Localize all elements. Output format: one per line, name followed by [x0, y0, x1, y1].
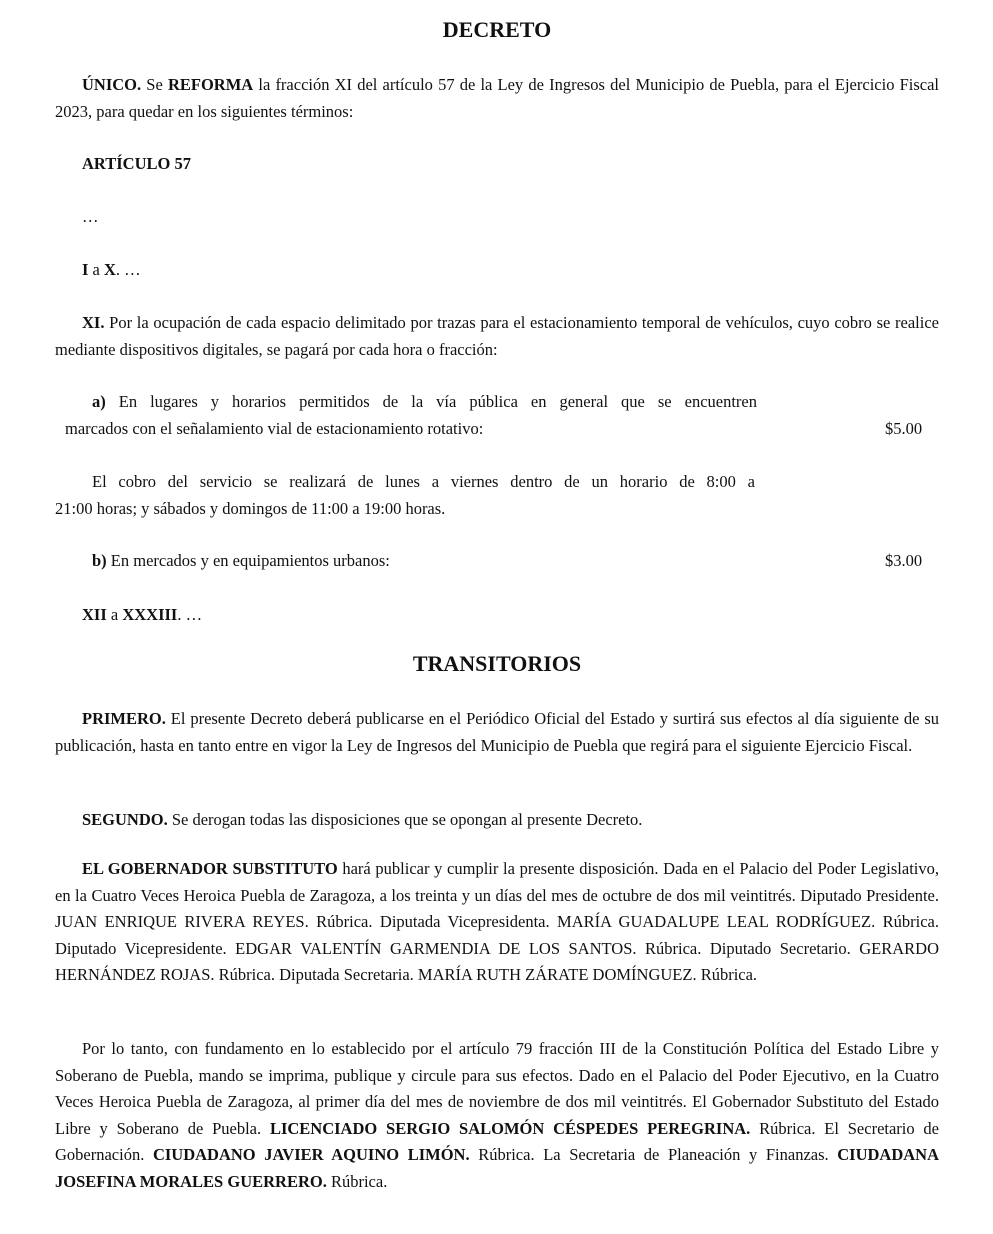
primero-text: El presente Decreto deberá publicarse en el Periódico Oficial del Estado y surtirá sus efectos al día siguiente de su publicación, hasta en tanto entre en vigor la Ley de Ingresos del Municipio de Puebla que regirá para el siguiente Ejercicio Fiscal.: [55, 709, 939, 755]
fracciones-i-x: [55, 257, 939, 284]
cobro-line-2: 21:00 horas; y sábados y domingos de 11:00 a 19:00 horas.: [55, 498, 446, 518]
fraccion-xi-paragraph: [55, 310, 939, 363]
fraccion-i: I: [82, 260, 89, 279]
fraccion-xii-a: a: [106, 605, 123, 624]
fraccion-a: a: [88, 260, 104, 279]
inciso-b-amount: $3.00: [885, 551, 923, 570]
inciso-a-text-1: En lugares y horarios permitidos de la vía pública en general que se encuentren: [105, 392, 757, 411]
fraccion-xii-rest: . …: [177, 605, 203, 624]
secretaria-finanzas-name: CIUDADANA JOSEFINA MORALES GUERRERO.: [55, 1145, 940, 1191]
inciso-b-text: En mercados y en equipamientos urbanos:: [106, 551, 390, 570]
articulo-heading: [55, 151, 939, 178]
fraccion-x: X: [104, 260, 116, 279]
gobernador-text: hará publicar y cumplir la presente disposición. Dada en el Palacio del Poder Legislativo, en la Cuatro Veces Heroica Puebla de Zaragoza, a los treinta y un días del mes de octubre de dos mil veintitrés. Diputado Presidente. JUAN ENRIQUE RIVERA REYES. Rúbrica. Diputada Vicepresidenta. MARÍA GUADALUPE LEAL RODRÍGUEZ. Rúbrica. Diputado Vicepresidente. EDGAR VALENTÍN GARMENDIA DE LOS SANTOS. Rúbrica. Diputado Secretario. GERARDO HERNÁNDEZ ROJAS. Rúbrica. Diputada Secretaria. MARÍA RUTH ZÁRATE DOMÍNGUEZ. Rúbrica.: [55, 859, 939, 984]
por-lo-tanto-text-3: Rúbrica. La Secretaria de Planeación y Finanzas.: [469, 1145, 838, 1164]
inciso-a: [65, 389, 757, 442]
fraccion-rest: . …: [115, 260, 141, 279]
segundo-paragraph: [55, 807, 939, 834]
inciso-a-line-2: marcados con el señalamiento vial de estacionamiento rotativo:: [65, 418, 484, 438]
inciso-a-line-1: [65, 389, 757, 416]
xi-label: XI.: [82, 313, 105, 332]
gobernador-name: LICENCIADO SERGIO SALOMÓN CÉSPEDES PEREGRINA.: [269, 1118, 751, 1138]
secretario-gobernacion-name: CIUDADANO JAVIER AQUINO LIMÓN.: [152, 1145, 470, 1164]
inciso-a-label: a): [92, 392, 106, 411]
fraccion-xii: XII: [82, 605, 107, 624]
reforma-word: REFORMA: [167, 75, 254, 94]
gobernador-label: EL GOBERNADOR SUBSTITUTO: [82, 859, 338, 878]
unico-text-1: Se: [141, 75, 168, 94]
cobro-line-1: El cobro del servicio se realizará de lunes a viernes dentro de un horario de 8:00 a: [92, 472, 755, 491]
por-lo-tanto-text-1: Por lo tanto, con fundamento en lo establecido por el artículo 79 fracción III de la Constitución Política del Estado Libre y Soberano de Puebla, mando se imprima, publique y circule para sus efectos. Dado en el Palacio del Poder Ejecutivo, en la Cuatro Veces Heroica Puebla de Zaragoza, al primer día del mes de noviembre de dos mil veintitrés. El Gobernador Substituto del Estado Libre y Soberano de Puebla.: [55, 1039, 939, 1138]
articulo-label: ARTÍCULO 57: [82, 154, 191, 173]
inciso-a-amount: $5.00: [885, 419, 923, 438]
segundo-label: SEGUNDO.: [82, 810, 168, 829]
decree-title: DECRETO: [442, 17, 552, 42]
primero-paragraph: [55, 706, 939, 759]
inciso-b-label: b): [92, 551, 107, 570]
por-lo-tanto-text-2: Rúbrica. El Secretario de Gobernación.: [55, 1118, 940, 1164]
unico-text-2: la fracción XI del artículo 57 de la Ley de Ingresos del Municipio de Puebla, para el Ejercicio Fiscal 2023, para quedar en los siguientes términos:: [55, 75, 940, 121]
fracciones-xii-xxxiii: [55, 602, 939, 629]
inciso-b: [92, 548, 390, 575]
segundo-text: Se derogan todas las disposiciones que se opongan al presente Decreto.: [167, 810, 643, 829]
transitorios-title: TRANSITORIOS: [412, 651, 582, 676]
unico-label: ÚNICO.: [82, 75, 142, 94]
por-lo-tanto-paragraph: [55, 1036, 939, 1195]
fraccion-xxxiii: XXXIII: [122, 605, 178, 624]
cobro-paragraph: [55, 469, 755, 522]
unico-paragraph: [55, 72, 939, 125]
primero-label: PRIMERO.: [82, 709, 166, 728]
ellipsis-line: …: [82, 207, 99, 226]
xi-text: Por la ocupación de cada espacio delimitado por trazas para el estacionamiento temporal de vehículos, cuyo cobro se realice mediante dispositivos digitales, se pagará por cada hora o fracción:: [55, 313, 939, 359]
gobernador-paragraph: [55, 856, 939, 989]
por-lo-tanto-text-4: Rúbrica.: [326, 1171, 388, 1191]
